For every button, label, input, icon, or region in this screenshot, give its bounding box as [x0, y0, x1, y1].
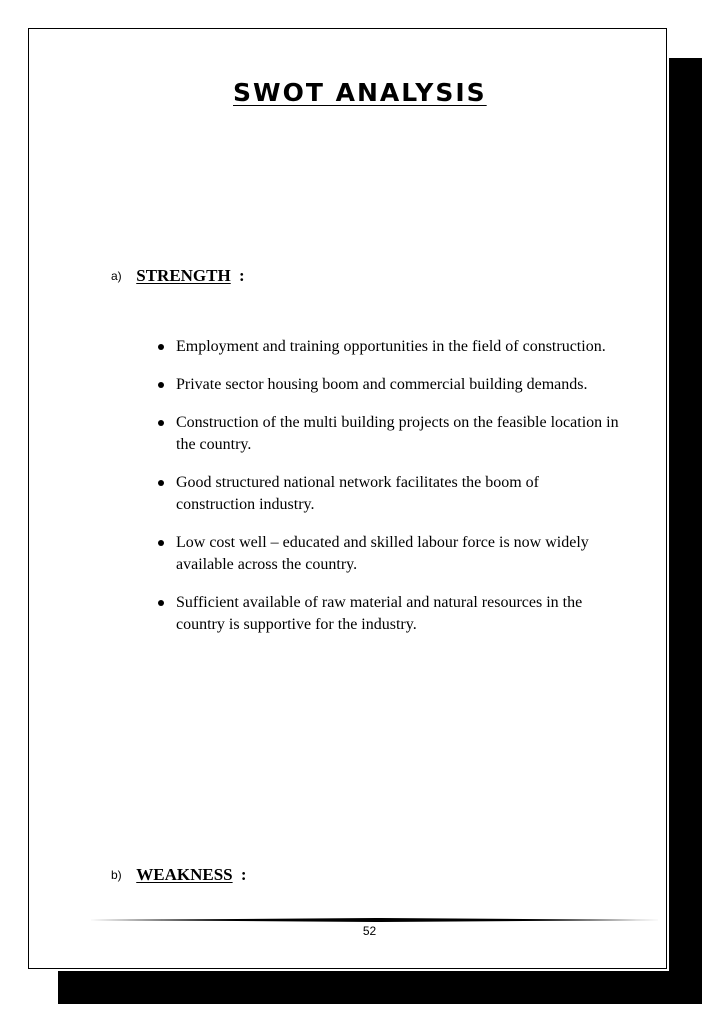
bullet-icon: [158, 344, 164, 350]
page-title: SWOT ANALYSIS: [233, 78, 487, 107]
section-heading-strength: [111, 266, 245, 286]
bullet-icon: [158, 540, 164, 546]
strength-bullet-list: [152, 336, 622, 652]
bullet-text: Sufficient available of raw material and natural resources in the country is supportive for the industry.: [176, 594, 583, 633]
bullet-text: Construction of the multi building projects on the feasible location in the country.: [176, 414, 619, 453]
bullet-text: Private sector housing boom and commercial building demands.: [176, 376, 588, 393]
bullet-icon: [158, 382, 164, 388]
section-heading-weakness: [111, 865, 247, 885]
bullet-icon: [158, 600, 164, 606]
list-item: [152, 472, 622, 516]
bullet-text: Good structured national network facilitates the boom of construction industry.: [176, 474, 540, 513]
section-label: STRENGTH: [136, 266, 231, 285]
section-colon: :: [238, 266, 245, 285]
bullet-text: Employment and training opportunities in the field of construction.: [176, 338, 606, 355]
section-marker: b): [111, 868, 122, 882]
document-page: [28, 28, 667, 969]
list-item: [152, 592, 622, 636]
list-item: [152, 336, 622, 358]
section-label: WEAKNESS: [136, 865, 233, 884]
bullet-icon: [158, 480, 164, 486]
list-item: [152, 412, 622, 456]
footer-divider: [89, 918, 661, 922]
page-number: 52: [362, 924, 377, 938]
page-shadow-right: [669, 58, 702, 1004]
list-item: [152, 374, 622, 396]
section-marker: a): [111, 269, 122, 283]
section-colon: :: [240, 865, 247, 884]
list-item: [152, 532, 622, 576]
bullet-icon: [158, 420, 164, 426]
bullet-text: Low cost well – educated and skilled labour force is now widely available across the country.: [176, 534, 589, 573]
page-shadow-bottom: [58, 971, 702, 1004]
